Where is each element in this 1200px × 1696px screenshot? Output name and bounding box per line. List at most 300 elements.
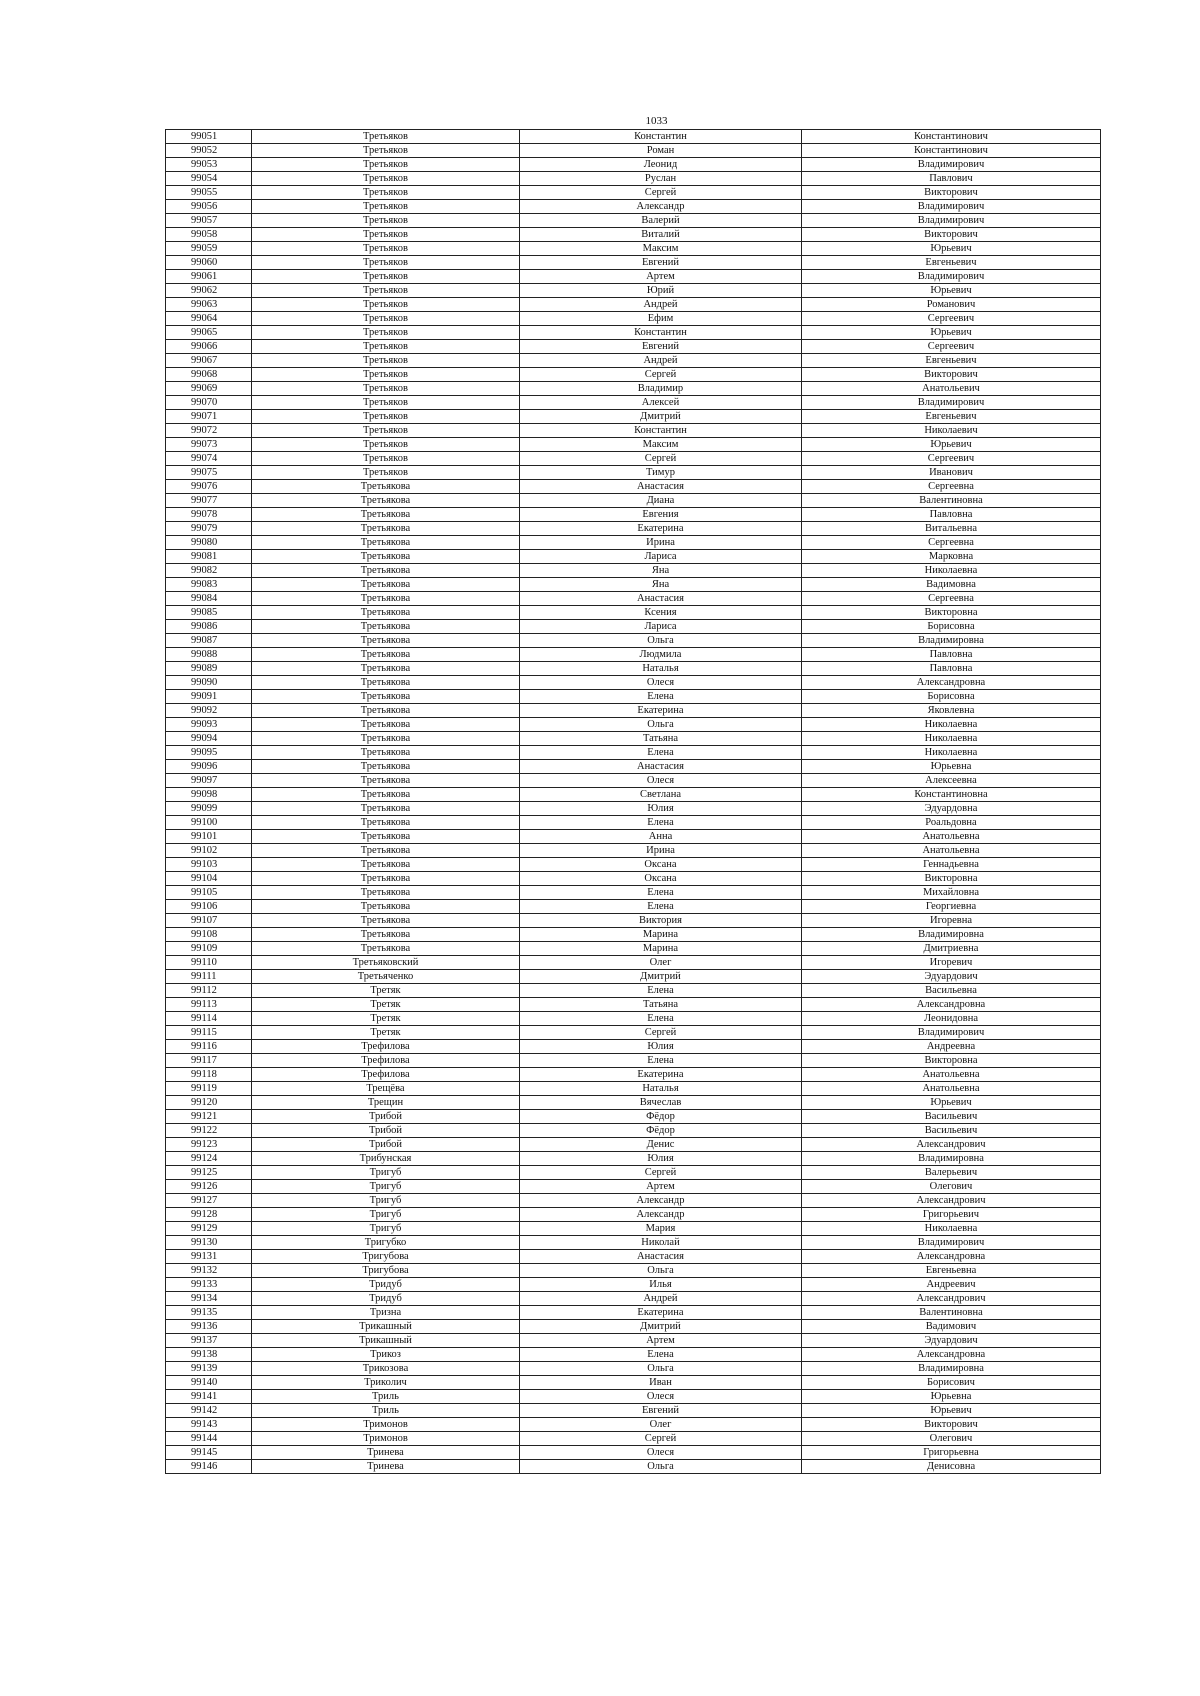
first-name-cell: Андрей — [520, 1292, 802, 1306]
surname-cell: Третьякова — [252, 494, 520, 508]
first-name-cell: Анастасия — [520, 760, 802, 774]
surname-cell: Третьяков — [252, 242, 520, 256]
patronymic-cell: Валентиновна — [802, 494, 1101, 508]
first-name-cell: Владимир — [520, 382, 802, 396]
record-number-cell: 99131 — [166, 1250, 252, 1264]
table-row — [166, 998, 1101, 1012]
table-row — [166, 1264, 1101, 1278]
first-name-cell: Дмитрий — [520, 1320, 802, 1334]
surname-cell: Третьякова — [252, 704, 520, 718]
surname-cell: Тригуб — [252, 1180, 520, 1194]
record-number-cell: 99140 — [166, 1376, 252, 1390]
record-number-cell: 99111 — [166, 970, 252, 984]
surname-cell: Тригуб — [252, 1222, 520, 1236]
patronymic-cell: Леонидовна — [802, 1012, 1101, 1026]
patronymic-cell: Александрович — [802, 1138, 1101, 1152]
table-row — [166, 1278, 1101, 1292]
first-name-cell: Олеся — [520, 676, 802, 690]
surname-cell: Третяк — [252, 998, 520, 1012]
surname-cell: Третьякова — [252, 634, 520, 648]
record-number-cell: 99076 — [166, 480, 252, 494]
surname-cell: Третьяков — [252, 312, 520, 326]
patronymic-cell: Константинович — [802, 144, 1101, 158]
first-name-cell: Диана — [520, 494, 802, 508]
patronymic-cell: Юрьевна — [802, 760, 1101, 774]
first-name-cell: Ефим — [520, 312, 802, 326]
patronymic-cell: Олегович — [802, 1432, 1101, 1446]
record-number-cell: 99145 — [166, 1446, 252, 1460]
patronymic-cell: Евгеньевна — [802, 1264, 1101, 1278]
table-row — [166, 1320, 1101, 1334]
table-row — [166, 200, 1101, 214]
patronymic-cell: Николаевна — [802, 718, 1101, 732]
record-number-cell: 99098 — [166, 788, 252, 802]
surname-cell: Трефилова — [252, 1068, 520, 1082]
first-name-cell: Елена — [520, 1012, 802, 1026]
first-name-cell: Елена — [520, 690, 802, 704]
surname-cell: Трикозова — [252, 1362, 520, 1376]
first-name-cell: Сергей — [520, 368, 802, 382]
first-name-cell: Елена — [520, 1054, 802, 1068]
record-number-cell: 99133 — [166, 1278, 252, 1292]
table-row — [166, 830, 1101, 844]
record-number-cell: 99144 — [166, 1432, 252, 1446]
patronymic-cell: Владимировна — [802, 928, 1101, 942]
record-number-cell: 99121 — [166, 1110, 252, 1124]
surname-cell: Третьяков — [252, 270, 520, 284]
patronymic-cell: Андреевич — [802, 1278, 1101, 1292]
record-number-cell: 99122 — [166, 1124, 252, 1138]
patronymic-cell: Васильевна — [802, 984, 1101, 998]
patronymic-cell: Александровна — [802, 676, 1101, 690]
record-number-cell: 99077 — [166, 494, 252, 508]
first-name-cell: Наталья — [520, 1082, 802, 1096]
surname-cell: Третьяков — [252, 200, 520, 214]
first-name-cell: Ольга — [520, 1264, 802, 1278]
table-row — [166, 424, 1101, 438]
patronymic-cell: Анатольевна — [802, 1068, 1101, 1082]
first-name-cell: Сергей — [520, 1166, 802, 1180]
record-number-cell: 99072 — [166, 424, 252, 438]
table-row — [166, 550, 1101, 564]
surname-cell: Третьякова — [252, 872, 520, 886]
table-row — [166, 746, 1101, 760]
first-name-cell: Иван — [520, 1376, 802, 1390]
surname-cell: Третьякова — [252, 480, 520, 494]
table-row — [166, 1348, 1101, 1362]
first-name-cell: Олеся — [520, 774, 802, 788]
record-number-cell: 99089 — [166, 662, 252, 676]
table-row — [166, 382, 1101, 396]
table-row — [166, 1096, 1101, 1110]
surname-cell: Третьякова — [252, 830, 520, 844]
surname-cell: Третьяков — [252, 214, 520, 228]
table-row — [166, 1012, 1101, 1026]
record-number-cell: 99143 — [166, 1418, 252, 1432]
patronymic-cell: Григорьевна — [802, 1446, 1101, 1460]
table-row — [166, 312, 1101, 326]
surname-cell: Третьяков — [252, 396, 520, 410]
table-row — [166, 1180, 1101, 1194]
table-row — [166, 648, 1101, 662]
record-number-cell: 99108 — [166, 928, 252, 942]
first-name-cell: Лариса — [520, 550, 802, 564]
record-number-cell: 99118 — [166, 1068, 252, 1082]
first-name-cell: Александр — [520, 1208, 802, 1222]
table-row — [166, 1110, 1101, 1124]
surname-cell: Третьякова — [252, 760, 520, 774]
surname-cell: Третьякова — [252, 620, 520, 634]
table-row — [166, 942, 1101, 956]
table-row — [166, 130, 1101, 144]
surname-cell: Третьяков — [252, 382, 520, 396]
surname-cell: Третьякова — [252, 676, 520, 690]
table-row — [166, 228, 1101, 242]
table-row — [166, 1138, 1101, 1152]
surname-cell: Трибунская — [252, 1152, 520, 1166]
table-row — [166, 1152, 1101, 1166]
first-name-cell: Максим — [520, 438, 802, 452]
surname-cell: Третьякова — [252, 564, 520, 578]
surname-cell: Третяк — [252, 1012, 520, 1026]
patronymic-cell: Анатольевна — [802, 1082, 1101, 1096]
surname-cell: Третьяков — [252, 410, 520, 424]
table-row — [166, 1376, 1101, 1390]
patronymic-cell: Сергеевич — [802, 312, 1101, 326]
record-number-cell: 99130 — [166, 1236, 252, 1250]
surname-cell: Третьякова — [252, 816, 520, 830]
surname-cell: Третьякова — [252, 550, 520, 564]
table-row — [166, 452, 1101, 466]
record-number-cell: 99109 — [166, 942, 252, 956]
record-number-cell: 99129 — [166, 1222, 252, 1236]
surname-cell: Третьякова — [252, 858, 520, 872]
table-row — [166, 634, 1101, 648]
record-number-cell: 99096 — [166, 760, 252, 774]
table-row — [166, 410, 1101, 424]
patronymic-cell: Владимирович — [802, 1026, 1101, 1040]
patronymic-cell: Олегович — [802, 1180, 1101, 1194]
patronymic-cell: Александрович — [802, 1194, 1101, 1208]
record-number-cell: 99137 — [166, 1334, 252, 1348]
table-row — [166, 172, 1101, 186]
surname-cell: Третьякова — [252, 662, 520, 676]
patronymic-cell: Викторовна — [802, 872, 1101, 886]
first-name-cell: Марина — [520, 942, 802, 956]
patronymic-cell: Юрьевич — [802, 1404, 1101, 1418]
record-number-cell: 99070 — [166, 396, 252, 410]
record-number-cell: 99051 — [166, 130, 252, 144]
patronymic-cell: Викторович — [802, 1418, 1101, 1432]
table-row — [166, 270, 1101, 284]
first-name-cell: Олеся — [520, 1446, 802, 1460]
patronymic-cell: Юрьевич — [802, 284, 1101, 298]
patronymic-cell: Михайловна — [802, 886, 1101, 900]
table-row — [166, 760, 1101, 774]
table-row — [166, 396, 1101, 410]
record-number-cell: 99081 — [166, 550, 252, 564]
first-name-cell: Елена — [520, 816, 802, 830]
record-number-cell: 99097 — [166, 774, 252, 788]
table-row — [166, 158, 1101, 172]
patronymic-cell: Сергеевич — [802, 452, 1101, 466]
record-number-cell: 99058 — [166, 228, 252, 242]
first-name-cell: Светлана — [520, 788, 802, 802]
surname-cell: Третьякова — [252, 928, 520, 942]
table-row — [166, 536, 1101, 550]
patronymic-cell: Викторовна — [802, 606, 1101, 620]
table-row — [166, 1166, 1101, 1180]
surname-cell: Тримонов — [252, 1432, 520, 1446]
record-number-cell: 99146 — [166, 1460, 252, 1474]
first-name-cell: Денис — [520, 1138, 802, 1152]
first-name-cell: Марина — [520, 928, 802, 942]
first-name-cell: Татьяна — [520, 732, 802, 746]
first-name-cell: Елена — [520, 746, 802, 760]
table-row — [166, 1460, 1101, 1474]
record-number-cell: 99091 — [166, 690, 252, 704]
first-name-cell: Наталья — [520, 662, 802, 676]
surname-cell: Тридуб — [252, 1292, 520, 1306]
patronymic-cell: Александровна — [802, 1348, 1101, 1362]
table-row — [166, 522, 1101, 536]
patronymic-cell: Николаевна — [802, 746, 1101, 760]
record-number-cell: 99052 — [166, 144, 252, 158]
patronymic-cell: Николаевна — [802, 1222, 1101, 1236]
first-name-cell: Мария — [520, 1222, 802, 1236]
first-name-cell: Юлия — [520, 1152, 802, 1166]
patronymic-cell: Юрьевич — [802, 326, 1101, 340]
record-number-cell: 99068 — [166, 368, 252, 382]
patronymic-cell: Игоревич — [802, 956, 1101, 970]
patronymic-cell: Борисовна — [802, 620, 1101, 634]
record-number-cell: 99110 — [166, 956, 252, 970]
record-number-cell: 99086 — [166, 620, 252, 634]
surname-cell: Тригуб — [252, 1208, 520, 1222]
record-number-cell: 99124 — [166, 1152, 252, 1166]
patronymic-cell: Викторович — [802, 228, 1101, 242]
table-row — [166, 984, 1101, 998]
record-number-cell: 99079 — [166, 522, 252, 536]
surname-cell: Третьякова — [252, 648, 520, 662]
surname-cell: Третьякова — [252, 732, 520, 746]
patronymic-cell: Алексеевна — [802, 774, 1101, 788]
record-number-cell: 99092 — [166, 704, 252, 718]
table-row — [166, 564, 1101, 578]
record-number-cell: 99090 — [166, 676, 252, 690]
surname-cell: Тризна — [252, 1306, 520, 1320]
patronymic-cell: Георгиевна — [802, 900, 1101, 914]
first-name-cell: Евгений — [520, 1404, 802, 1418]
surname-cell: Триль — [252, 1390, 520, 1404]
first-name-cell: Константин — [520, 326, 802, 340]
table-row — [166, 144, 1101, 158]
surname-cell: Третьякова — [252, 788, 520, 802]
record-number-cell: 99071 — [166, 410, 252, 424]
first-name-cell: Яна — [520, 578, 802, 592]
patronymic-cell: Юрьевич — [802, 1096, 1101, 1110]
record-number-cell: 99101 — [166, 830, 252, 844]
surname-cell: Третьякова — [252, 774, 520, 788]
first-name-cell: Александр — [520, 1194, 802, 1208]
patronymic-cell: Константиновна — [802, 788, 1101, 802]
record-number-cell: 99065 — [166, 326, 252, 340]
first-name-cell: Андрей — [520, 298, 802, 312]
table-row — [166, 956, 1101, 970]
patronymic-cell: Николаевич — [802, 424, 1101, 438]
patronymic-cell: Викторович — [802, 186, 1101, 200]
table-row — [166, 1306, 1101, 1320]
table-row — [166, 900, 1101, 914]
surname-cell: Третьяков — [252, 424, 520, 438]
record-number-cell: 99078 — [166, 508, 252, 522]
record-number-cell: 99142 — [166, 1404, 252, 1418]
patronymic-cell: Евгеньевич — [802, 256, 1101, 270]
table-row — [166, 1194, 1101, 1208]
patronymic-cell: Юрьевич — [802, 438, 1101, 452]
record-number-cell: 99112 — [166, 984, 252, 998]
surname-cell: Третяк — [252, 984, 520, 998]
record-number-cell: 99135 — [166, 1306, 252, 1320]
table-row — [166, 1026, 1101, 1040]
table-row — [166, 480, 1101, 494]
first-name-cell: Артем — [520, 270, 802, 284]
first-name-cell: Андрей — [520, 354, 802, 368]
patronymic-cell: Сергеевна — [802, 480, 1101, 494]
first-name-cell: Оксана — [520, 858, 802, 872]
patronymic-cell: Николаевна — [802, 564, 1101, 578]
record-number-cell: 99094 — [166, 732, 252, 746]
surname-cell: Третьяков — [252, 326, 520, 340]
record-number-cell: 99095 — [166, 746, 252, 760]
surname-cell: Тринева — [252, 1446, 520, 1460]
table-row — [166, 1250, 1101, 1264]
first-name-cell: Елена — [520, 900, 802, 914]
registry-table — [165, 129, 1101, 1474]
patronymic-cell: Анатольевна — [802, 844, 1101, 858]
record-number-cell: 99087 — [166, 634, 252, 648]
first-name-cell: Юлия — [520, 1040, 802, 1054]
record-number-cell: 99074 — [166, 452, 252, 466]
first-name-cell: Фёдор — [520, 1124, 802, 1138]
table-row — [166, 928, 1101, 942]
first-name-cell: Ксения — [520, 606, 802, 620]
table-row — [166, 1292, 1101, 1306]
record-number-cell: 99106 — [166, 900, 252, 914]
record-number-cell: 99054 — [166, 172, 252, 186]
table-row — [166, 1446, 1101, 1460]
patronymic-cell: Викторович — [802, 368, 1101, 382]
record-number-cell: 99059 — [166, 242, 252, 256]
patronymic-cell: Николаевна — [802, 732, 1101, 746]
record-number-cell: 99057 — [166, 214, 252, 228]
table-row — [166, 844, 1101, 858]
record-number-cell: 99064 — [166, 312, 252, 326]
first-name-cell: Ольга — [520, 1362, 802, 1376]
first-name-cell: Анастасия — [520, 480, 802, 494]
record-number-cell: 99102 — [166, 844, 252, 858]
surname-cell: Триколич — [252, 1376, 520, 1390]
table-row — [166, 620, 1101, 634]
record-number-cell: 99055 — [166, 186, 252, 200]
first-name-cell: Елена — [520, 886, 802, 900]
patronymic-cell: Викторовна — [802, 1054, 1101, 1068]
surname-cell: Третьяков — [252, 144, 520, 158]
record-number-cell: 99084 — [166, 592, 252, 606]
record-number-cell: 99067 — [166, 354, 252, 368]
surname-cell: Третьяков — [252, 466, 520, 480]
table-row — [166, 298, 1101, 312]
first-name-cell: Роман — [520, 144, 802, 158]
record-number-cell: 99119 — [166, 1082, 252, 1096]
table-row — [166, 1124, 1101, 1138]
patronymic-cell: Павловна — [802, 508, 1101, 522]
surname-cell: Третьяков — [252, 354, 520, 368]
surname-cell: Третьякова — [252, 718, 520, 732]
first-name-cell: Константин — [520, 130, 802, 144]
table-row — [166, 914, 1101, 928]
first-name-cell: Вячеслав — [520, 1096, 802, 1110]
patronymic-cell: Владимирович — [802, 270, 1101, 284]
table-row — [166, 774, 1101, 788]
record-number-cell: 99136 — [166, 1320, 252, 1334]
patronymic-cell: Борисович — [802, 1376, 1101, 1390]
first-name-cell: Елена — [520, 984, 802, 998]
record-number-cell: 99060 — [166, 256, 252, 270]
first-name-cell: Олеся — [520, 1390, 802, 1404]
table-row — [166, 1334, 1101, 1348]
table-row — [166, 1054, 1101, 1068]
table-row — [166, 872, 1101, 886]
record-number-cell: 99053 — [166, 158, 252, 172]
patronymic-cell: Дмитриевна — [802, 942, 1101, 956]
surname-cell: Третьякова — [252, 844, 520, 858]
table-row — [166, 438, 1101, 452]
first-name-cell: Анастасия — [520, 592, 802, 606]
patronymic-cell: Анатольевна — [802, 830, 1101, 844]
record-number-cell: 99138 — [166, 1348, 252, 1362]
surname-cell: Тригуб — [252, 1194, 520, 1208]
first-name-cell: Юрий — [520, 284, 802, 298]
patronymic-cell: Владимировна — [802, 1152, 1101, 1166]
patronymic-cell: Константинович — [802, 130, 1101, 144]
patronymic-cell: Сергеевна — [802, 536, 1101, 550]
patronymic-cell: Владимирович — [802, 396, 1101, 410]
table-row — [166, 1222, 1101, 1236]
patronymic-cell: Романович — [802, 298, 1101, 312]
record-number-cell: 99139 — [166, 1362, 252, 1376]
patronymic-cell: Денисовна — [802, 1460, 1101, 1474]
first-name-cell: Лариса — [520, 620, 802, 634]
patronymic-cell: Вадимович — [802, 1320, 1101, 1334]
first-name-cell: Сергей — [520, 1432, 802, 1446]
patronymic-cell: Павлович — [802, 172, 1101, 186]
surname-cell: Тринева — [252, 1460, 520, 1474]
surname-cell: Трефилова — [252, 1054, 520, 1068]
surname-cell: Третьякова — [252, 606, 520, 620]
table-row — [166, 1040, 1101, 1054]
surname-cell: Трибой — [252, 1138, 520, 1152]
table-row — [166, 256, 1101, 270]
patronymic-cell: Игоревна — [802, 914, 1101, 928]
surname-cell: Тримонов — [252, 1418, 520, 1432]
first-name-cell: Татьяна — [520, 998, 802, 1012]
first-name-cell: Константин — [520, 424, 802, 438]
surname-cell: Третьякова — [252, 802, 520, 816]
surname-cell: Третьяков — [252, 452, 520, 466]
first-name-cell: Елена — [520, 1348, 802, 1362]
record-number-cell: 99141 — [166, 1390, 252, 1404]
